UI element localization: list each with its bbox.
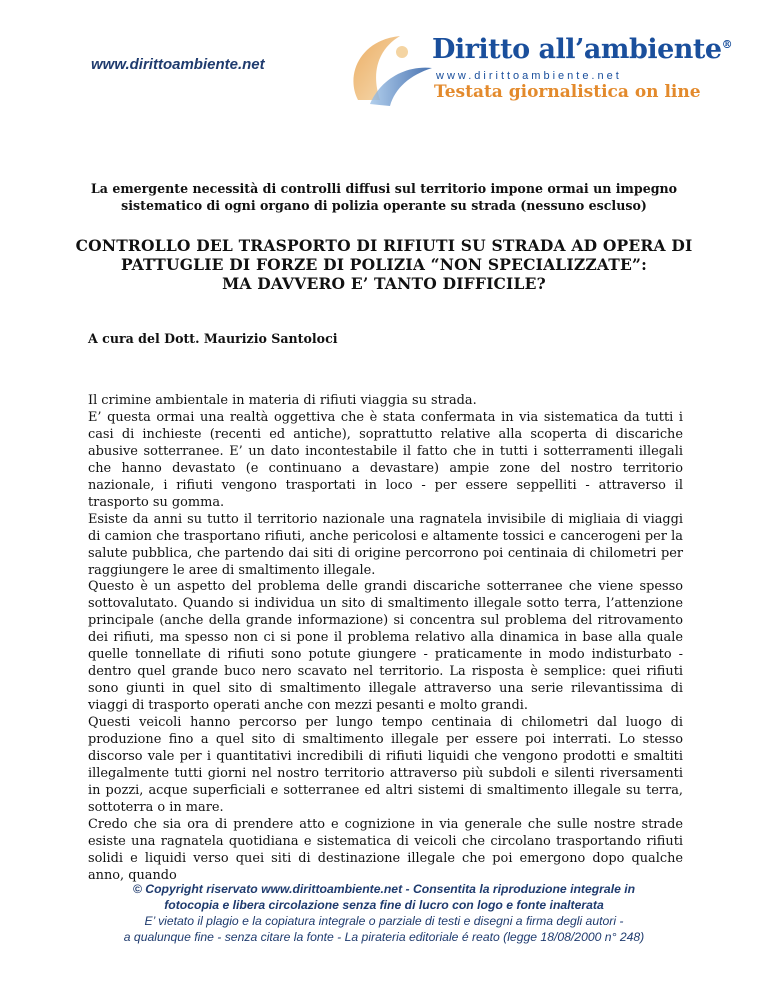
footer-line: E’ vietato il plagio e la copiatura integrale o parziale di testi e disegni a firma degli autori -	[144, 914, 624, 928]
logo-swoosh-icon	[340, 30, 435, 110]
copyright-footer	[40, 881, 728, 945]
article-intro	[80, 180, 688, 214]
logo-title	[432, 34, 732, 65]
paragraph: Credo che sia ora di prendere atto e cognizione in via generale che sulle nostre strade esiste una ragnatela quotidiana e sistematica di veicoli che circolano trasportando rifiuti solidi e liquidi verso quei siti di destinazione illegale che poi emergono dopo qualche anno, quando	[88, 816, 683, 883]
article-body	[88, 393, 683, 885]
footer-line: © Copyright riservato www.dirittoambiente.net - Consentita la riproduzione integrale in	[132, 882, 636, 896]
intro-line: sistematico di ogni organo di polizia operante su strada (nessuno escluso)	[121, 198, 647, 213]
paragraph: Esiste da anni su tutto il territorio nazionale una ragnatela invisibile di migliaia di viaggi di camion che trasportano rifiuti, anche pericolosi e altamente tossici e cancerogeni per la salute pubblica, che partendo dai siti di origine percorrono poi centinaia di chilometri per raggiungere le aree di smaltimento illegale.	[88, 511, 683, 578]
logo-tagline: Testata giornalistica on line	[434, 82, 701, 102]
article-title	[60, 236, 708, 293]
intro-line: La emergente necessità di controlli diffusi sul territorio impone ormai un impegno	[90, 181, 678, 196]
footer-line: fotocopia e libera circolazione senza fine di lucro con logo e fonte inalterata	[164, 898, 604, 912]
title-line: MA DAVVERO E’ TANTO DIFFICILE?	[222, 274, 546, 293]
logo-title-text: Diritto all’ambiente	[432, 34, 722, 65]
logo	[340, 30, 733, 110]
title-line: CONTROLLO DEL TRASPORTO DI RIFIUTI SU STRADA AD OPERA DI	[75, 236, 693, 255]
registered-mark: ®	[721, 38, 733, 51]
footer-line: a qualunque fine - senza citare la fonte - La pirateria editoriale é reato (legge 18/08/2000 n° 248)	[123, 930, 645, 944]
paragraph: Il crimine ambientale in materia di rifiuti viaggia su strada.	[88, 393, 477, 408]
title-line: PATTUGLIE DI FORZE DI POLIZIA “NON SPECIALIZZATE”:	[120, 255, 648, 274]
logo-url: www.dirittoambiente.net	[436, 70, 622, 82]
paragraph: Questi veicoli hanno percorso per lungo tempo centinaia di chilometri dal luogo di produzione fino a quel sito di smaltimento illegale per essere poi interrati. Lo stesso discorso vale per i quantitativi incredibili di rifiuti liquidi che vengono prodotti e smaltiti illegalmente tutti giorni nel nostro territorio attraverso più subdoli e silenti riversamenti in pozzi, acque superficiali e sotterranee ed altri sistemi di smaltimento illegale su terra, sottoterra o in mare.	[88, 715, 683, 815]
paragraph: E’ questa ormai una realtà oggettiva che è stata confermata in via sistematica da tutti i casi di inchieste (recenti ed antiche), soprattutto relative alla scoperta di discariche abusive sotterranee. E’ un dato incontestabile il fatto che in tutti i sotterramenti illegali che hanno devastato (e continuano a devastare) ampie zone del nostro territorio nazionale, i rifiuti vengono trasportati in loco - per essere seppelliti - attraverso il trasporto su gomma.	[88, 409, 683, 510]
site-url[interactable]: www.dirittoambiente.net	[91, 56, 265, 73]
paragraph: Questo è un aspetto del problema delle grandi discariche sotterranee che viene spesso sottovalutato. Quando si individua un sito di smaltimento illegale sotto terra, l’attenzione principale (anche della grande informazione) si concentra sul problema del ritrovamento dei rifiuti, ma spesso non ci si pone il problema relativo alla dinamica in base alla quale quelle tonnellate di rifiuti sono potute giungere - praticamente in modo indisturbato - dentro quel grande buco nero scavato nel territorio. La risposta è semplice: quei rifiuti sono giunti in quel sito di smaltimento illegale attraverso una serie rilevantissima di viaggi di trasporto operati anche con mezzi pesanti e molto grandi.	[88, 579, 683, 714]
article-author: A cura del Dott. Maurizio Santoloci	[88, 331, 338, 346]
